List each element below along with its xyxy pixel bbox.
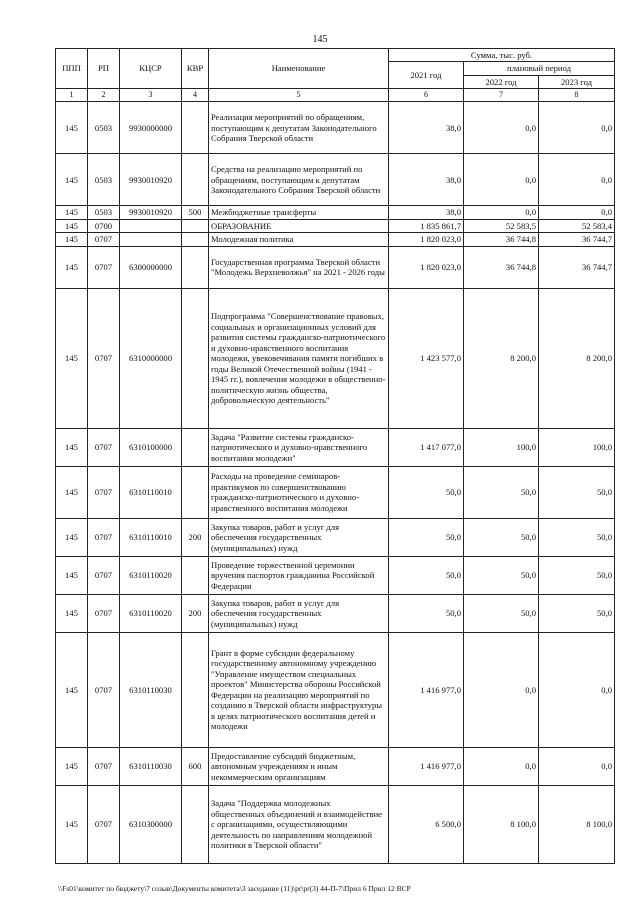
cell-rp: 0503: [88, 102, 120, 154]
cell-kcsr: 6310110010: [120, 466, 182, 518]
cell-kcsr: 6310110030: [120, 747, 182, 785]
cell-2022: 50,0: [464, 518, 539, 556]
table-row: [56, 632, 615, 747]
cell-2021: 38,0: [389, 102, 464, 154]
cell-2022: 0,0: [464, 102, 539, 154]
header-year-2021: 2021 год: [389, 62, 464, 89]
cell-rp: 0707: [88, 747, 120, 785]
cell-ppp: 145: [56, 154, 88, 206]
cell-ppp: 145: [56, 785, 88, 863]
cell-rp: 0707: [88, 288, 120, 428]
cell-2023: 50,0: [539, 518, 615, 556]
cell-kvr: 200: [182, 518, 209, 556]
cell-2022: 8 100,0: [464, 785, 539, 863]
table-row: [56, 556, 615, 594]
table-row: [56, 518, 615, 556]
cell-ppp: 145: [56, 594, 88, 632]
column-number: 1: [56, 89, 88, 102]
cell-ppp: 145: [56, 233, 88, 246]
cell-name: Закупка товаров, работ и услуг для обеспечения государственных (муниципальных) нужд: [209, 594, 389, 632]
cell-kvr: [182, 288, 209, 428]
cell-2023: 0,0: [539, 747, 615, 785]
cell-2021: 50,0: [389, 556, 464, 594]
cell-2022: 36 744,8: [464, 233, 539, 246]
cell-2021: 1 835 861,7: [389, 219, 464, 232]
header-name: Наименование: [209, 49, 389, 89]
cell-kvr: [182, 102, 209, 154]
cell-2022: 0,0: [464, 747, 539, 785]
cell-2023: 52 583,4: [539, 219, 615, 232]
cell-kcsr: 6310100000: [120, 428, 182, 466]
header-planned-period: плановый период: [464, 62, 615, 75]
cell-rp: 0707: [88, 246, 120, 288]
table-row: [56, 466, 615, 518]
cell-rp: 0707: [88, 632, 120, 747]
table-row: [56, 428, 615, 466]
cell-ppp: 145: [56, 246, 88, 288]
cell-name: Средства на реализацию мероприятий по обращениям, поступающим к депутатам Законодательного Собрания Тверской области: [209, 154, 389, 206]
cell-name: Грант в форме субсидии федеральному государственному автономному учреждению "Управление имуществом специальных проектов" Министерства обороны Российской Федерации на реализацию мероприятий по созданию в Тверской области инфраструктуры в целях патриотического воспитания детей и молодежи: [209, 632, 389, 747]
table-row: [56, 594, 615, 632]
cell-2021: 1 820 023,0: [389, 233, 464, 246]
cell-name: Задача "Развитие системы гражданско-патриотического и духовно-нравственного воспитания молодежи": [209, 428, 389, 466]
cell-2023: 100,0: [539, 428, 615, 466]
cell-kcsr: [120, 233, 182, 246]
header-kvr: КВР: [182, 49, 209, 89]
header-ppp: ППП: [56, 49, 88, 89]
table-row: [56, 206, 615, 219]
cell-2023: 0,0: [539, 154, 615, 206]
cell-rp: 0707: [88, 233, 120, 246]
header-rp: РП: [88, 49, 120, 89]
cell-rp: 0707: [88, 518, 120, 556]
cell-2021: 1 416 977,0: [389, 747, 464, 785]
table-row: [56, 233, 615, 246]
cell-kvr: [182, 428, 209, 466]
cell-2021: 1 417 077,0: [389, 428, 464, 466]
cell-name: Межбюджетные трансферты: [209, 206, 389, 219]
cell-2023: 50,0: [539, 466, 615, 518]
cell-rp: 0707: [88, 556, 120, 594]
cell-name: Молодежная политика: [209, 233, 389, 246]
cell-rp: 0503: [88, 206, 120, 219]
column-number: 3: [120, 89, 182, 102]
cell-ppp: 145: [56, 747, 88, 785]
column-number: 7: [464, 89, 539, 102]
cell-kvr: [182, 632, 209, 747]
cell-kcsr: 6310110020: [120, 594, 182, 632]
cell-2022: 0,0: [464, 206, 539, 219]
cell-2022: 50,0: [464, 466, 539, 518]
cell-2023: 50,0: [539, 594, 615, 632]
cell-rp: 0707: [88, 785, 120, 863]
header-kcsr: КЦСР: [120, 49, 182, 89]
header-year-2022: 2022 год: [464, 75, 539, 88]
cell-kvr: [182, 785, 209, 863]
cell-kcsr: 6310110020: [120, 556, 182, 594]
cell-2023: 36 744,7: [539, 246, 615, 288]
cell-kcsr: 6310300000: [120, 785, 182, 863]
cell-ppp: 145: [56, 428, 88, 466]
cell-ppp: 145: [56, 102, 88, 154]
cell-kvr: [182, 219, 209, 232]
cell-kcsr: [120, 219, 182, 232]
table-row: [56, 747, 615, 785]
cell-2022: 52 583,5: [464, 219, 539, 232]
cell-2021: 1 820 023,0: [389, 246, 464, 288]
cell-kvr: [182, 556, 209, 594]
cell-2021: 38,0: [389, 206, 464, 219]
cell-ppp: 145: [56, 518, 88, 556]
cell-name: Задача "Поддержка молодежных общественных объединений и взаимодействие с организациями, осуществляющими деятельность по направлениям молодежной политики в Тверской области": [209, 785, 389, 863]
cell-rp: 0700: [88, 219, 120, 232]
cell-ppp: 145: [56, 219, 88, 232]
cell-2021: 50,0: [389, 466, 464, 518]
cell-kcsr: 6300000000: [120, 246, 182, 288]
cell-2021: 50,0: [389, 518, 464, 556]
cell-kvr: [182, 246, 209, 288]
cell-kvr: [182, 466, 209, 518]
cell-kcsr: 9930010920: [120, 206, 182, 219]
cell-2021: 38,0: [389, 154, 464, 206]
cell-kcsr: 9930010920: [120, 154, 182, 206]
column-number: 5: [209, 89, 389, 102]
cell-ppp: 145: [56, 466, 88, 518]
cell-name: Расходы на проведение семинаров-практикумов по совершенствованию гражданско-патриотического и духовно-нравственного воспитания молодежи: [209, 466, 389, 518]
cell-2023: 8 200,0: [539, 288, 615, 428]
cell-name: Проведение торжественной церемонии вручения паспортов гражданина Российской Федерации: [209, 556, 389, 594]
cell-2023: 36 744,7: [539, 233, 615, 246]
cell-ppp: 145: [56, 206, 88, 219]
table-row: [56, 246, 615, 288]
budget-table: [55, 48, 615, 864]
cell-2021: 6 500,0: [389, 785, 464, 863]
cell-2022: 36 744,8: [464, 246, 539, 288]
cell-kcsr: 9930000000: [120, 102, 182, 154]
table-row: [56, 154, 615, 206]
cell-kvr: [182, 154, 209, 206]
header-year-2023: 2023 год: [539, 75, 615, 88]
file-path-footer: \\Fs01\комитет по бюджету\7 созыв\Документы комитета\3 заседание (11)\pr\pr(3) 44-П-7\Прил 6 Прил 12 ВСР: [58, 884, 411, 893]
cell-name: Предоставление субсидий бюджетным, автономным учреждениям и иным некоммерческим организациям: [209, 747, 389, 785]
column-number: 8: [539, 89, 615, 102]
cell-2022: 50,0: [464, 556, 539, 594]
cell-ppp: 145: [56, 632, 88, 747]
cell-ppp: 145: [56, 288, 88, 428]
column-number: 4: [182, 89, 209, 102]
cell-rp: 0707: [88, 428, 120, 466]
cell-kcsr: 6310110030: [120, 632, 182, 747]
cell-name: Реализация мероприятий по обращениям, поступающим к депутатам Законодательного Собрания Тверской области: [209, 102, 389, 154]
cell-rp: 0707: [88, 594, 120, 632]
table-row: [56, 219, 615, 232]
cell-kcsr: 6310110010: [120, 518, 182, 556]
cell-2023: 8 100,0: [539, 785, 615, 863]
cell-name: Государственная программа Тверской области "Молодежь Верхневолжья" на 2021 - 2026 годы: [209, 246, 389, 288]
cell-2022: 0,0: [464, 632, 539, 747]
cell-2021: 50,0: [389, 594, 464, 632]
cell-rp: 0503: [88, 154, 120, 206]
cell-rp: 0707: [88, 466, 120, 518]
cell-2022: 100,0: [464, 428, 539, 466]
cell-kvr: 500: [182, 206, 209, 219]
cell-kcsr: 6310000000: [120, 288, 182, 428]
cell-2022: 8 200,0: [464, 288, 539, 428]
cell-2023: 0,0: [539, 206, 615, 219]
cell-2022: 0,0: [464, 154, 539, 206]
cell-kvr: [182, 233, 209, 246]
cell-name: Подпрограмма "Совершенствование правовых, социальных и организационных условий для развития системы гражданско-патриотического и духовно-нравственного воспитания молодежи, увековечивания памяти погибших в годы Великой Отечественной войны (1941 - 1945 гг.), вовлечения молодежи в общественно-политическую жизнь общества, добровольческую деятельность": [209, 288, 389, 428]
cell-ppp: 145: [56, 556, 88, 594]
cell-name: ОБРАЗОВАНИЕ: [209, 219, 389, 232]
column-number: 6: [389, 89, 464, 102]
cell-kvr: 600: [182, 747, 209, 785]
cell-name: Закупка товаров, работ и услуг для обеспечения государственных (муниципальных) нужд: [209, 518, 389, 556]
cell-2021: 1 423 577,0: [389, 288, 464, 428]
table-row: [56, 102, 615, 154]
cell-kvr: 200: [182, 594, 209, 632]
page-number: 145: [312, 34, 328, 45]
table-row: [56, 288, 615, 428]
cell-2022: 50,0: [464, 594, 539, 632]
table-row: [56, 785, 615, 863]
cell-2021: 1 416 977,0: [389, 632, 464, 747]
header-sum-group: Сумма, тыс. руб.: [389, 49, 615, 62]
column-number: 2: [88, 89, 120, 102]
cell-2023: 0,0: [539, 632, 615, 747]
cell-2023: 50,0: [539, 556, 615, 594]
cell-2023: 0,0: [539, 102, 615, 154]
